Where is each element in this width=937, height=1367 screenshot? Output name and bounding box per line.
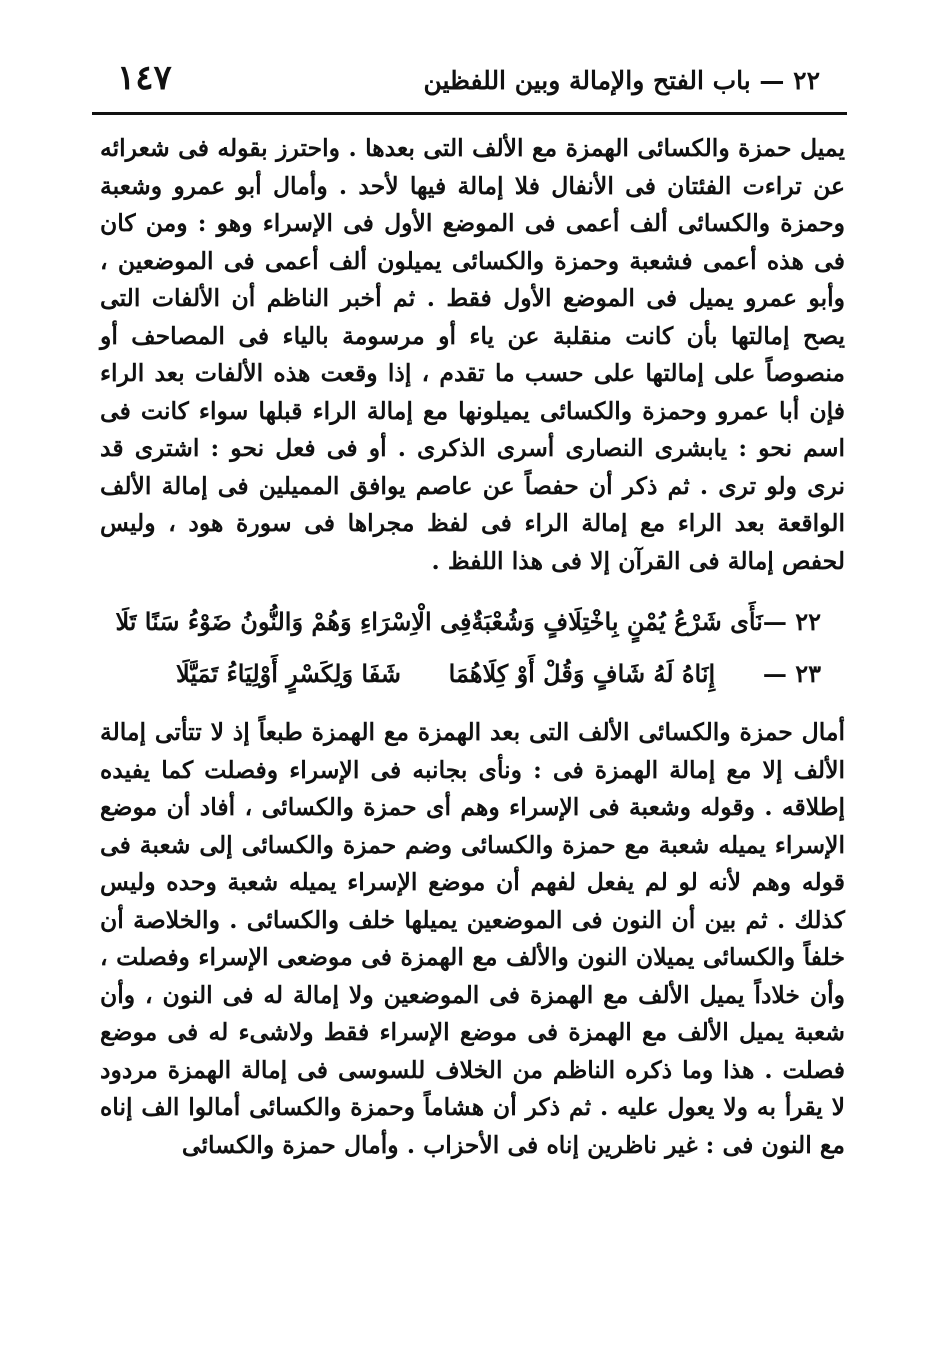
verse-line [100,596,845,648]
paragraph-commentary-2: أمال حمزة والكسائى الألف التى بعد الهمزة مع الهمزة طبعاً إذ لا تتأتى إمالة الألف إلا مع إمالة الهمزة فى : ونأى بجانبه فى الإسراء وفصلت كما يفيده إطلاقه . وقوله وشعبة فى الإسراء وهم أى حمزة والكسائى ، أفاد أن موضع الإسراء يميله شعبة مع حمزة والكسائى وضم حمزة والكسائى إلى شعبة فى قوله وهم لأنه لو لم يفعل لفهم أن موضع الإسراء يميله شعبة وحده وليس كذلك . ثم بين أن النون فى الموضعين يميلها خلف والكسائى . والخلاصة أن خلفاً والكسائى يميلان النون والألف مع الهمزة فى موضعى الإسراء وفصلت ، وأن خلاداً يميل الألف مع الهمزة فى الموضعين ولا إمالة له فى النون ، وأن شعبة يميل الألف مع الهمزة فى موضع الإسراء فقط ولاشىء له فى موضع فصلت . هذا وما ذكره الناظم من الخلاف للسوسى فى إمالة الهمزة مردود لا يقرأ به ولا يعول عليه . ثم ذكر أن هشاماً وحمزة والكسائى أمالوا الف إناه مع النون فى : غير ناظرين إناه فى الأحزاب . وأمال حمزة والكسائى [100,718,845,1159]
verse-first-hemistich: إِنَاهُ لَهُ شَافٍ وَقُلْ أَوْ كِلَاهُمَا [448,659,716,688]
page-header [95,58,845,108]
verse-second-hemistich: شَفَا وَلِكَسْرٍ أَوْلِيَاءُ تَمَيَّلَا [176,659,401,688]
page-number: ١٤٧ [117,58,172,98]
page-body [100,130,845,1164]
verse-number: ٢٣ — [762,659,821,688]
verse-line [100,648,845,700]
verse-number: ٢٢ — [762,607,821,636]
header-divider [92,112,847,115]
paragraph-commentary-1: يميل حمزة والكسائى الهمزة مع الألف التى بعدها . واحترز بقوله فى شعرائه عن تراءت الفئتان فى الأنفال فلا إمالة فيها لأحد . وأمال أبو عمرو وشعبة وحمزة والكسائى ألف أعمى فى الموضع الأول فى الإسراء وهو : ومن كان فى هذه أعمى فشعبة وحمزة والكسائى يميلون ألف أعمى فى الموضعين ، وأبو عمرو يميل فى الموضع الأول فقط . ثم أخبر الناظم أن الألفات التى يصح إمالتها بأن كانت منقلبة عن ياء أو مرسومة بالياء فى المصاحف أو منصوصاً على إمالتها على حسب ما تقدم ، إذا وقعت هذه الألفات بعد الراء فإن أبا عمرو وحمزة والكسائى يميلونها مع إمالة الراء قبلها سواء كانت فى اسم نحو : يابشرى النصارى أسرى الذكرى . أو فى فعل نحو : اشترى قد نرى ولو ترى . ثم ذكر أن حفصاً عن عاصم يوافق المميلين فى إمالة الألف الواقعة بعد الراء مع إمالة الراء فى لفظ مجراها فى سورة هود ، وليس لحفص إمالة فى القرآن إلا فى هذا اللفظ . [100,134,845,575]
chapter-title: ٢٢ — باب الفتح والإمالة وبين اللفظين [423,66,820,95]
verse-first-hemistich: نَأَى شَرْعُ يُمْنٍ بِاخْتِلَافٍ وَشُعْبَةٌ [471,607,763,636]
verse-block [100,596,845,700]
verse-second-hemistich: فِى الْاِسْرَاءِ وَهُمْ وَالنُّونُ ضَوْءُ سَنًا تَلَا [115,607,472,636]
